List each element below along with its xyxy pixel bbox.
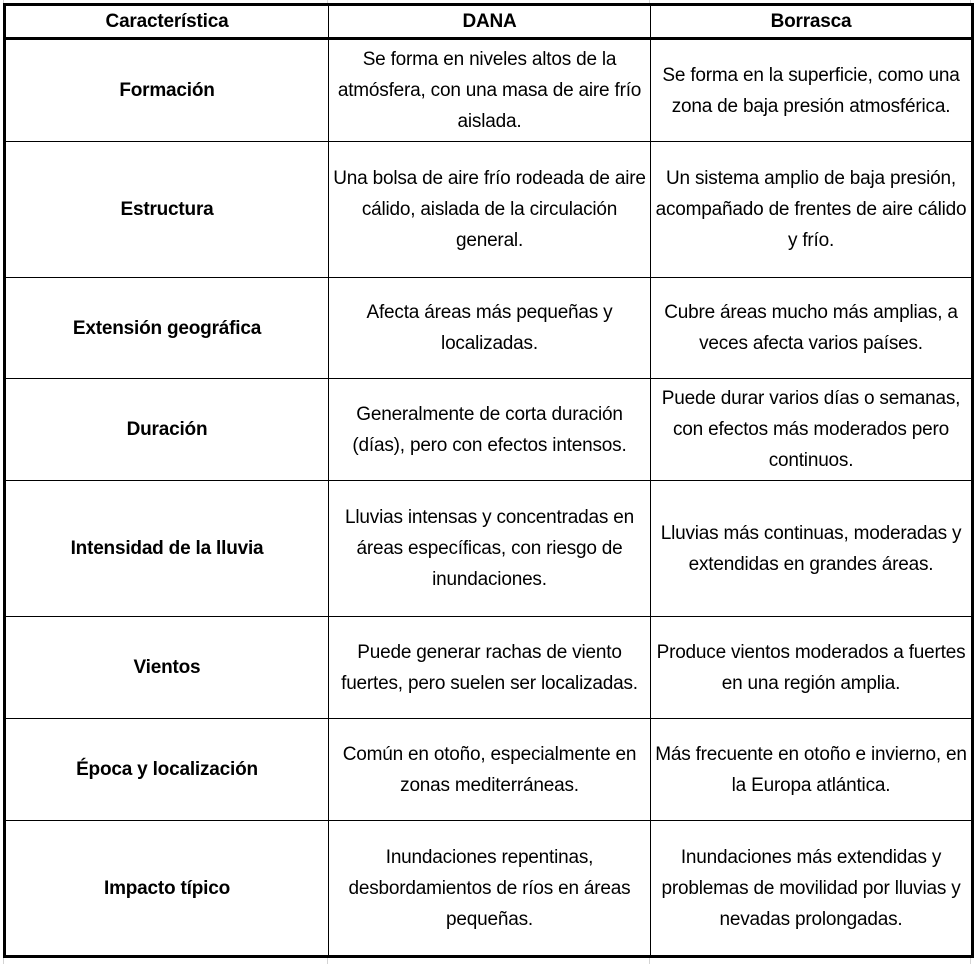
borrasca-cell[interactable]: Un sistema amplio de baja presión, acompañado de frentes de aire cálido y frío. — [651, 142, 973, 278]
borrasca-cell[interactable]: Produce vientos moderados a fuertes en una región amplia. — [651, 617, 973, 719]
borrasca-cell[interactable]: Se forma en la superficie, como una zona de baja presión atmosférica. — [651, 39, 973, 142]
dana-cell[interactable]: Inundaciones repentinas, desbordamientos de ríos en áreas pequeñas. — [329, 821, 651, 957]
table-row-duracion — [5, 379, 973, 481]
dana-cell[interactable]: Se forma en niveles altos de la atmósfera, con una masa de aire frío aislada. — [329, 39, 651, 142]
table-row-vientos — [5, 617, 973, 719]
dana-cell[interactable]: Una bolsa de aire frío rodeada de aire cálido, aislada de la circulación general. — [329, 142, 651, 278]
feature-cell[interactable]: Vientos — [5, 617, 329, 719]
feature-cell[interactable]: Duración — [5, 379, 329, 481]
comparison-table — [3, 3, 974, 958]
dana-cell[interactable]: Afecta áreas más pequeñas y localizadas. — [329, 278, 651, 379]
table-row-intensidad — [5, 481, 973, 617]
feature-cell[interactable]: Impacto típico — [5, 821, 329, 957]
feature-cell[interactable]: Formación — [5, 39, 329, 142]
table-row-epoca — [5, 719, 973, 821]
table-row-impacto — [5, 821, 973, 957]
dana-cell[interactable]: Generalmente de corta duración (días), pero con efectos intensos. — [329, 379, 651, 481]
borrasca-cell[interactable]: Inundaciones más extendidas y problemas de movilidad por lluvias y nevadas prolongadas. — [651, 821, 973, 957]
header-caracteristica[interactable]: Característica — [5, 5, 329, 39]
feature-cell[interactable]: Estructura — [5, 142, 329, 278]
borrasca-cell[interactable]: Cubre áreas mucho más amplias, a veces afecta varios países. — [651, 278, 973, 379]
table-row-estructura — [5, 142, 973, 278]
borrasca-cell[interactable]: Lluvias más continuas, moderadas y extendidas en grandes áreas. — [651, 481, 973, 617]
feature-cell[interactable]: Extensión geográfica — [5, 278, 329, 379]
header-borrasca[interactable]: Borrasca — [651, 5, 973, 39]
dana-cell[interactable]: Lluvias intensas y concentradas en áreas específicas, con riesgo de inundaciones. — [329, 481, 651, 617]
header-dana[interactable]: DANA — [329, 5, 651, 39]
dana-cell[interactable]: Común en otoño, especialmente en zonas mediterráneas. — [329, 719, 651, 821]
table-row-extension — [5, 278, 973, 379]
feature-cell[interactable]: Intensidad de la lluvia — [5, 481, 329, 617]
table-row-formacion — [5, 39, 973, 142]
header-row — [5, 5, 973, 39]
dana-cell[interactable]: Puede generar rachas de viento fuertes, pero suelen ser localizadas. — [329, 617, 651, 719]
feature-cell[interactable]: Época y localización — [5, 719, 329, 821]
borrasca-cell[interactable]: Más frecuente en otoño e invierno, en la Europa atlántica. — [651, 719, 973, 821]
borrasca-cell[interactable]: Puede durar varios días o semanas, con efectos más moderados pero continuos. — [651, 379, 973, 481]
